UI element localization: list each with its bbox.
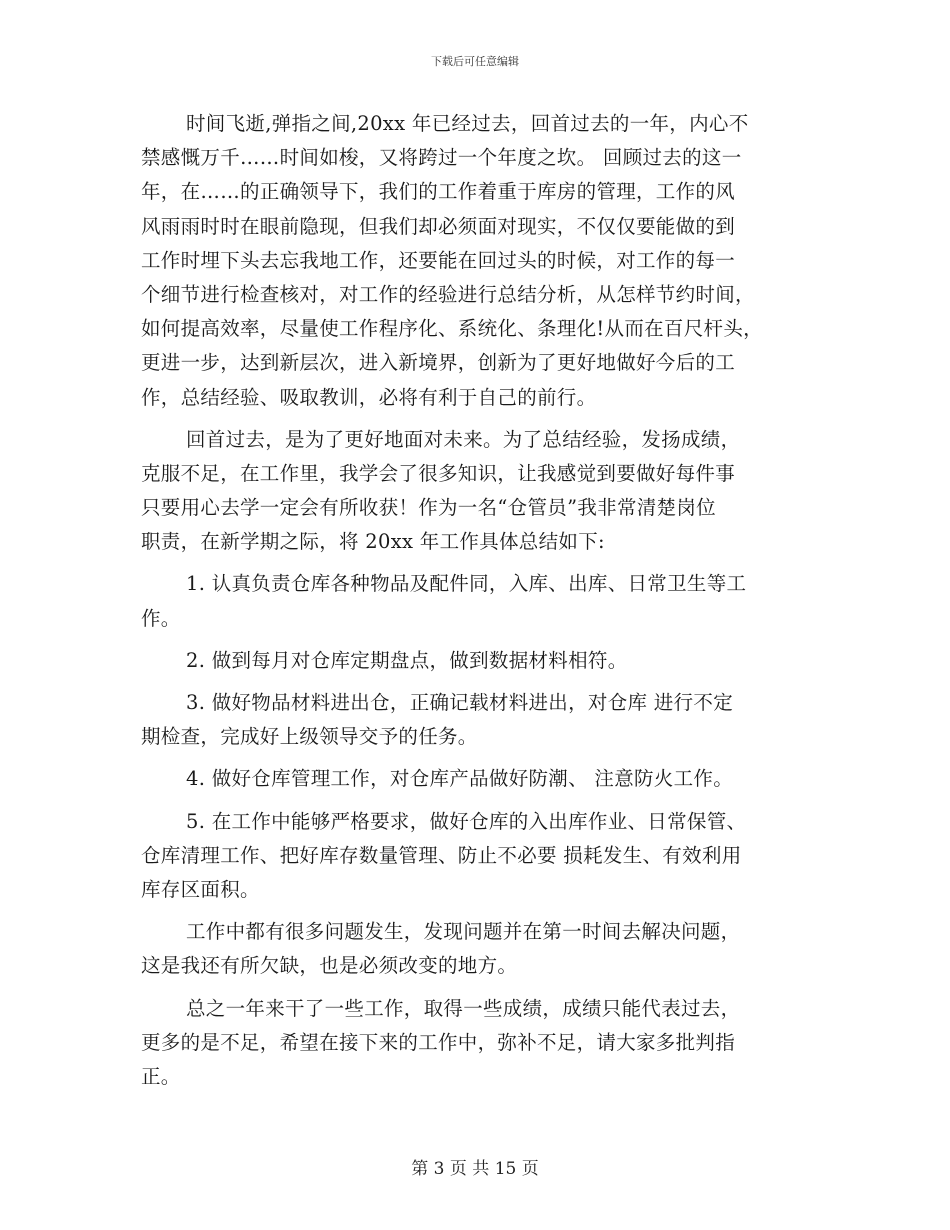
text-line: 工作时埋下头去忘我地工作，还要能在回过头的时候，对工作的每一: [141, 248, 736, 272]
text-line: 年，在……的正确领导下，我们的工作着重于库房的管理，工作的风: [141, 180, 736, 204]
text-line: 正。: [141, 1064, 181, 1088]
text-line: 风雨雨时时在眼前隐现，但我们却必须面对现实，不仅仅要能做的到: [141, 214, 736, 238]
paragraph-gap: [141, 907, 813, 915]
text-line: 个细节进行检查核对，对工作的经验进行总结分析，从怎样节约时间，: [141, 282, 755, 306]
paragraph-gap: [141, 636, 813, 644]
text-line: 如何提高效率，尽量使工作程序化、系统化、条理化!从而在百尺杆头，: [141, 317, 763, 341]
text-line: 更进一步，达到新层次，进入新境界，创新为了更好地做好今后的工: [141, 351, 736, 375]
text-line: 1. 认真负责仓库各种物品及配件同，入库、出库、日常卫生等工: [186, 572, 747, 596]
paragraph-gap: [141, 415, 813, 423]
page-header: 下载后可任意编辑: [431, 55, 519, 68]
text-line: 作，总结经验、吸取教训，必将有利于自己的前行。: [141, 385, 597, 409]
text-line: 回首过去，是为了更好地面对未来。为了总结经验，发扬成绩，: [186, 427, 741, 451]
text-line: 3. 做好物品材料进出仓，正确记载材料进出，对仓库 进行不定: [186, 691, 734, 714]
text-line: 总之一年来干了一些工作，取得一些成绩，成绩只能代表过去，: [186, 996, 741, 1020]
text-line: 工作中都有很多问题发生，发现问题并在第一时间去解决问题，: [186, 920, 741, 944]
paragraph-gap: [141, 984, 813, 992]
text-line: 5. 在工作中能够严格要求，做好仓库的入出库作业、日常保管、: [186, 809, 747, 833]
text-line: 只要用心去学一定会有所收获！作为一名“仓管员”我非常清楚岗位: [141, 496, 716, 520]
text-line: 禁感慨万千……时间如梭，又将跨过一个年度之坎。 回顾过去的这一: [141, 146, 742, 170]
text-line: 作。: [141, 606, 181, 630]
text-line: 库存区面积。: [141, 877, 260, 901]
text-line: 这是我还有所欠缺，也是必须改变的地方。: [141, 954, 518, 978]
page-number-footer: 第 3 页 共 15 页: [411, 1159, 539, 1179]
text-line: 职责，在新学期之际，将 20xx 年工作具体总结如下:: [141, 530, 605, 554]
paragraph-gap: [141, 754, 813, 762]
text-line: 仓库清理工作、把好库存数量管理、防止不必要 损耗发生、有效利用: [141, 843, 742, 867]
text-line: 克服不足，在工作里，我学会了很多知识，让我感觉到要做好每件事: [141, 461, 736, 485]
text-line: 更多的是不足，希望在接下来的工作中，弥补不足，请大家多批判指: [141, 1030, 736, 1054]
document-body: [141, 107, 813, 1094]
paragraph-gap: [141, 678, 813, 686]
text-line: 期检查，完成好上级领导交予的任务。: [141, 725, 478, 749]
paragraph-gap: [141, 797, 813, 805]
text-line: 时间飞逝,弹指之间,20xx 年已经过去，回首过去的一年，内心不: [186, 112, 749, 135]
paragraph-gap: [141, 559, 813, 567]
text-line: 2. 做到每月对仓库定期盘点，做到数据材料相符。: [186, 648, 628, 672]
text-line: 4. 做好仓库管理工作，对仓库产品做好防潮、 注意防火工作。: [186, 767, 734, 791]
